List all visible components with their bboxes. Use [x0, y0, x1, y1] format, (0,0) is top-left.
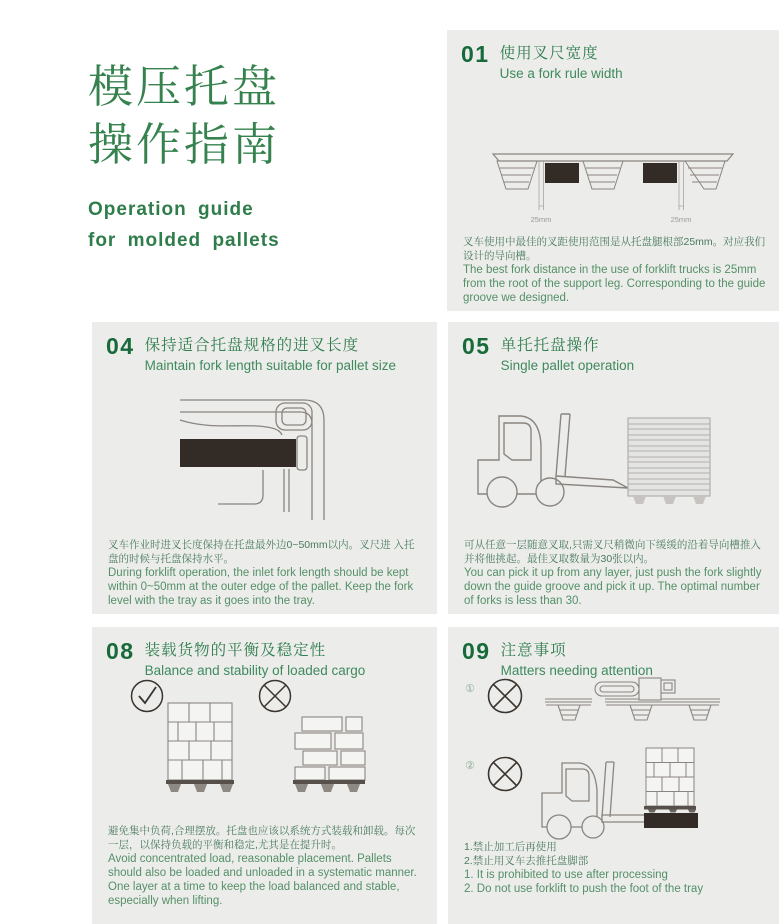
section-01-body-cn: 叉车使用中最佳的叉距使用范围是从托盘腿根部25mm。对应我们设计的导向槽。: [463, 236, 766, 262]
section-05-single-pallet: [448, 322, 779, 614]
check-icon: [132, 681, 163, 712]
section-04-number: 04: [106, 333, 135, 359]
section-08-body-en: Avoid concentrated load, reasonable placement. Pallets should also be loaded and unloaded in a systematic manner. One layer at a time to keep the load balanced and stable, especially when lifting.: [108, 853, 417, 907]
section-05-title-cn: 单托托盘操作: [500, 337, 600, 354]
section-01-title-cn: 使用叉尺宽度: [499, 45, 599, 62]
section-09-notes: [464, 840, 767, 896]
section-01-body: [463, 235, 767, 305]
section-05-header: [448, 322, 779, 374]
section-08-title-cn: 装载货物的平衡及稳定性: [144, 642, 327, 659]
forklift-icon: [478, 414, 628, 507]
section-04-header: [92, 322, 437, 374]
section-09-number: 09: [462, 638, 491, 664]
doc-title-en: [88, 194, 280, 256]
forklift-and-stack-illustration: [473, 410, 718, 512]
fork-cross-sections: [545, 163, 677, 183]
section-04-fork-length: [92, 322, 437, 614]
intro-block: [88, 58, 280, 256]
cross-icon: [260, 681, 291, 712]
power-tool-icon: [595, 678, 675, 700]
dim-label-right: 25mm: [670, 215, 692, 224]
section-04-titles: [145, 336, 396, 374]
doc-title-en-line2: for molded pallets: [88, 230, 280, 251]
item-2-marker: ②: [465, 760, 475, 772]
section-04-body: [108, 538, 425, 608]
pallet-leg-outline: [218, 469, 289, 512]
note-cn-1: 1.禁止加工后再使用: [464, 841, 557, 853]
doc-title-cn-line2: 操作指南: [88, 119, 281, 170]
section-05-title-en: Single pallet operation: [500, 358, 635, 373]
section-08-number: 08: [106, 638, 135, 664]
section-04-title-cn: 保持适合托盘规格的进叉长度: [144, 337, 360, 354]
section-08-title-en: Balance and stability of loaded cargo: [144, 663, 366, 678]
section-08-titles: [145, 641, 366, 679]
messy-stack: [293, 717, 365, 792]
cross-icon: [489, 680, 522, 713]
section-04-title-en: Maintain fork length suitable for pallet size: [144, 358, 396, 373]
forklift-icon: [542, 762, 654, 839]
section-09-title-cn: 注意事项: [500, 642, 567, 659]
section-05-number: 05: [462, 333, 491, 359]
section-05-titles: [501, 336, 635, 374]
dim-label-left: 25mm: [530, 215, 552, 224]
item-1-marker: ①: [465, 683, 475, 695]
section-08-load-balance: [92, 627, 437, 924]
no-pushing-illustration: [458, 745, 758, 845]
guide-groove: [276, 403, 312, 430]
doc-title-en-line1: Operation guide: [88, 199, 254, 220]
doc-title-cn-line1: 模压托盘: [88, 61, 281, 112]
section-05-body-cn: 可从任意一层随意叉取,只需叉尺稍微向下缓缓的沿着导向槽推入并将他挑起。最佳叉取数量为30张以内。: [464, 539, 761, 565]
loaded-pallet-stack: [644, 748, 696, 813]
section-01-titles: [500, 44, 623, 82]
fork-blade: [180, 439, 296, 467]
section-04-body-cn: 叉车作业时进叉长度保持在托盘最外边0~50mm以内。叉尺进 入托盘的时候与托盘保持水平。: [108, 539, 415, 565]
neat-stack: [166, 703, 234, 792]
note-cn-2: 2.禁止用叉车去推托盘脚部: [464, 855, 589, 867]
cut-pallet-left: [545, 699, 592, 720]
no-processing-illustration: [458, 671, 758, 729]
pallet-deck: [493, 154, 733, 161]
note-en-2: 2. Do not use forklift to push the foot of the tray: [464, 883, 704, 895]
section-09-title-en: Matters needing attention: [500, 663, 653, 678]
section-08-body-cn: 避免集中负荷,合理摆放。托盘也应该以系统方式装载和卸载。每次一层，以保持负载的平衡和稳定,尤其是在提升时。: [108, 825, 416, 851]
pallet-stack: [628, 418, 710, 504]
pallet-corner-fork-illustration: [174, 390, 339, 525]
section-05-body-en: You can pick it up from any layer, just push the fork slightly down the guide groove and pick it up. The optimal number of forks is less than 30.: [464, 567, 762, 607]
fork-tip-cap: [297, 436, 307, 470]
cut-pallet-right: [605, 699, 720, 720]
section-01-body-en: The best fork distance in the use of forklift trucks is 25mm from the root of the support leg. Corresponding to the guide groove we designed.: [463, 264, 766, 304]
section-08-header: [92, 627, 437, 679]
pallet-legs: [497, 161, 725, 189]
cross-icon: [489, 758, 522, 791]
pushed-base-block: [644, 813, 698, 828]
note-en-1: 1. It is prohibited to use after processing: [464, 869, 668, 881]
section-09-attention: [448, 627, 779, 924]
section-01-fork-rule-width: [447, 30, 779, 311]
section-01-number: 01: [461, 41, 490, 67]
section-05-body: [464, 538, 767, 608]
pallet-side-view-illustration: [483, 142, 743, 242]
section-04-body-en: During forklift operation, the inlet fork length should be kept within 0~50mm at the outer edge of the pallet. Keep the fork level with the tray as it goes into the tray.: [108, 567, 414, 607]
good-bad-stacking-illustration: [127, 677, 377, 799]
section-01-header: [447, 30, 779, 82]
section-01-title-en: Use a fork rule width: [499, 66, 623, 81]
section-08-body: [108, 824, 425, 908]
